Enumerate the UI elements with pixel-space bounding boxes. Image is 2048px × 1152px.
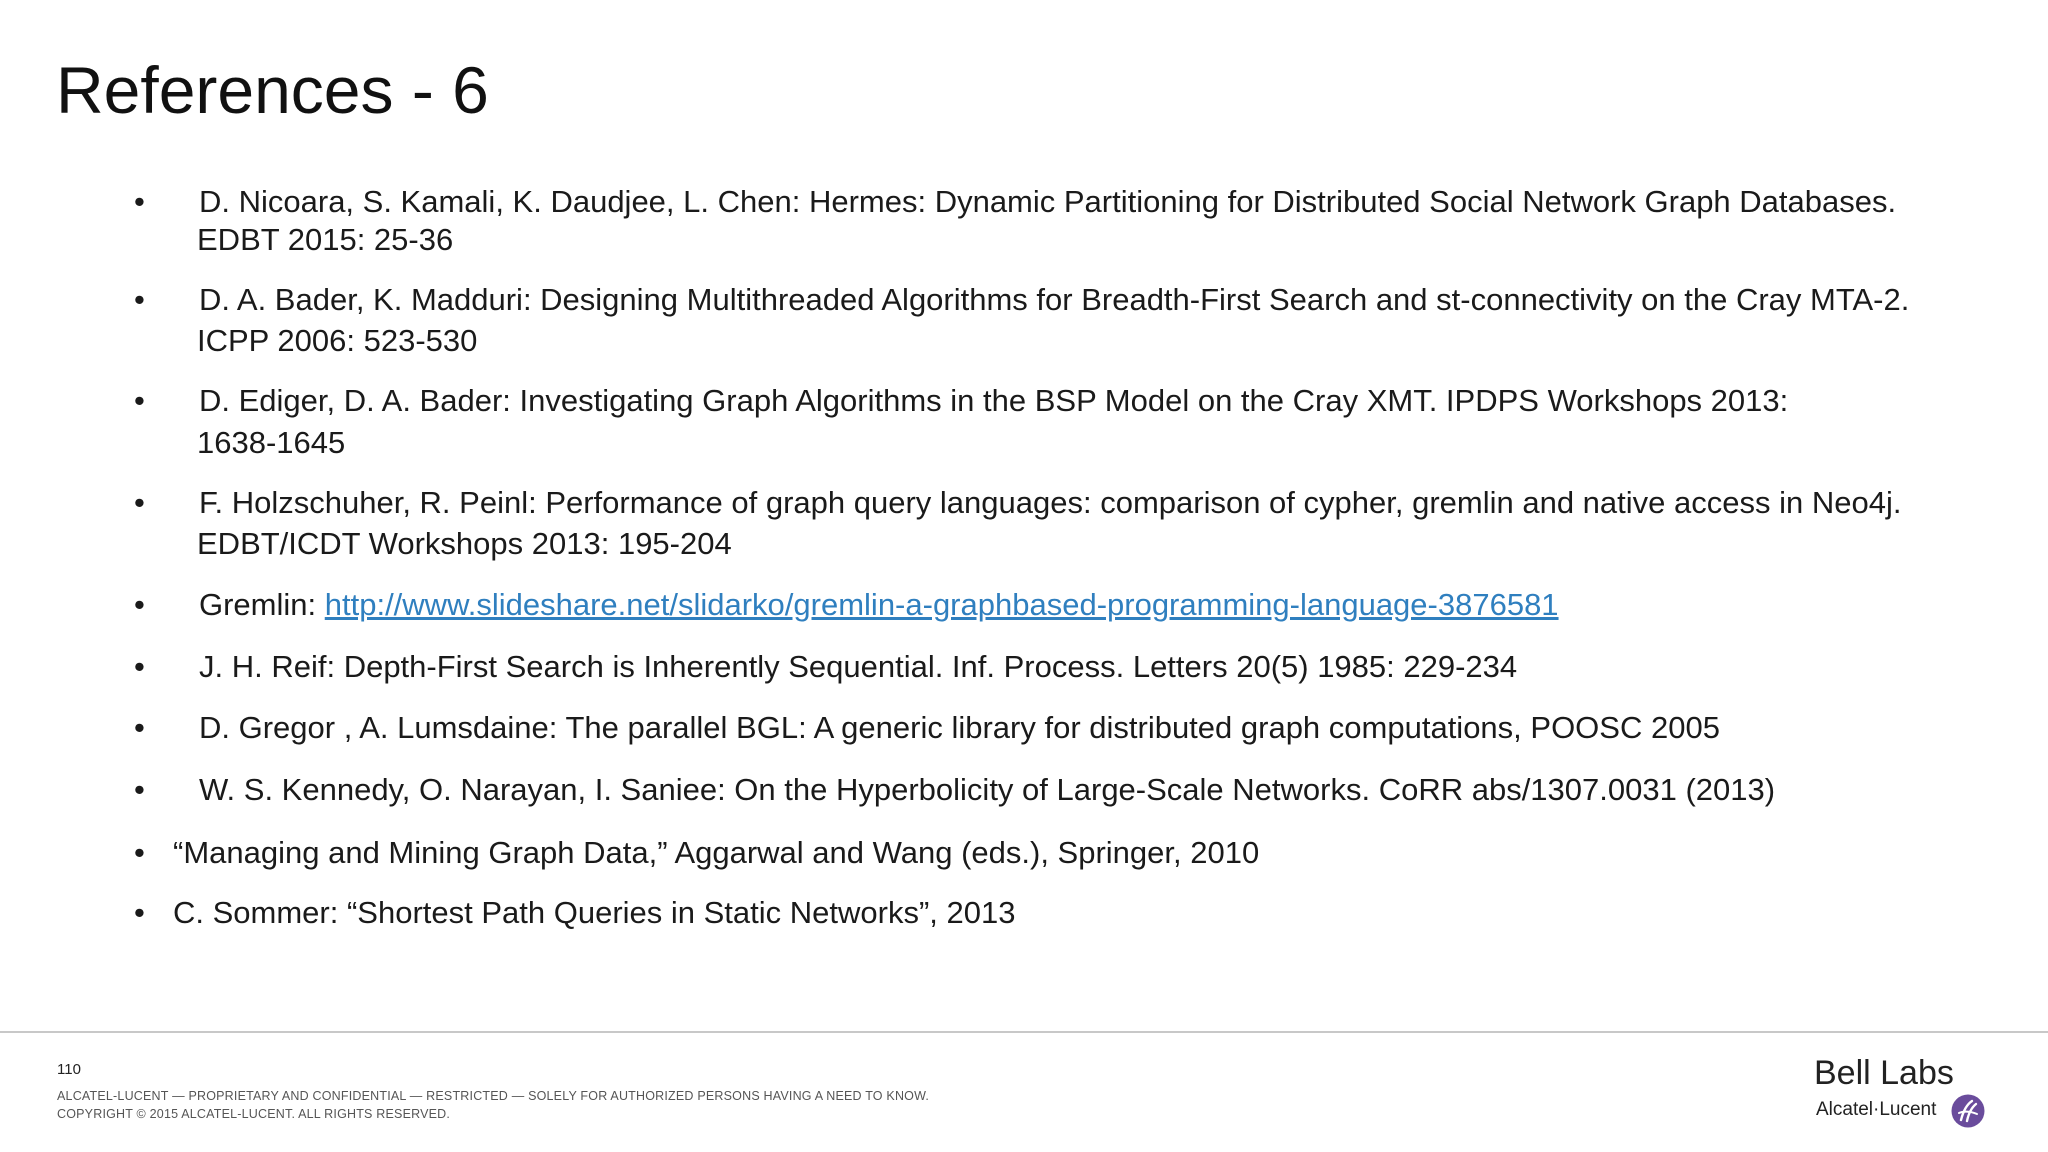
footer-copyright-line: COPYRIGHT © 2015 ALCATEL-LUCENT. ALL RIGHTS RESERVED. [57, 1107, 451, 1121]
bullet: • [134, 184, 145, 219]
reference-line: 1638-1645 [197, 425, 346, 460]
reference-line: D. A. Bader, K. Madduri: Designing Multithreaded Algorithms for Breadth-First Search and st-connectivity on the Cray MTA-2. [199, 282, 1910, 317]
reference-line: D. Nicoara, S. Kamali, K. Daudjee, L. Chen: Hermes: Dynamic Partitioning for Distributed Social Network Graph Databases. [199, 184, 1897, 219]
reference-line: EDBT/ICDT Workshops 2013: 195-204 [197, 526, 732, 561]
reference-line: F. Holzschuher, R. Peinl: Performance of graph query languages: comparison of cypher, gremlin and native access in Neo4j. [199, 485, 1902, 520]
footer-divider [0, 1031, 2048, 1033]
reference-line: ICPP 2006: 523-530 [197, 323, 478, 358]
reference-line: EDBT 2015: 25-36 [197, 222, 454, 257]
logo-alcatel-lucent-text: Alcatel·Lucent [1816, 1099, 1937, 1120]
reference-line-gremlin [199, 584, 1559, 625]
reference-prefix: Gremlin: [199, 587, 325, 622]
reference-line: J. H. Reif: Depth-First Search is Inherently Sequential. Inf. Process. Letters 20(5) 1985: 229-234 [199, 649, 1518, 684]
reference-line: D. Gregor , A. Lumsdaine: The parallel BGL: A generic library for distributed graph computations, POOSC 2005 [199, 710, 1720, 745]
bullet: • [134, 383, 145, 418]
slide-title: References - 6 [56, 53, 489, 127]
gremlin-slideshare-link[interactable]: http://www.slideshare.net/slidarko/gremlin-a-graphbased-programming-language-3876581 [324, 587, 1559, 622]
alcatel-lucent-swirl-icon [1950, 1093, 1986, 1129]
bullet: • [134, 835, 145, 870]
reference-line: D. Ediger, D. A. Bader: Investigating Graph Algorithms in the BSP Model on the Cray XMT. IPDPS Workshops 2013: [199, 383, 1789, 418]
bullet: • [134, 587, 145, 622]
page-number: 110 [57, 1061, 81, 1078]
bullet: • [134, 282, 145, 317]
bell-labs-alcatel-lucent-logo [1800, 1054, 2000, 1134]
footer-legal-notice [57, 1087, 929, 1123]
footer-legal-line: ALCATEL-LUCENT — PROPRIETARY AND CONFIDENTIAL — RESTRICTED — SOLELY FOR AUTHORIZED PERSONS HAVING A NEED TO KNOW. [57, 1089, 930, 1103]
bullet: • [134, 772, 145, 807]
reference-line: C. Sommer: “Shortest Path Queries in Static Networks”, 2013 [173, 895, 1016, 930]
bullet: • [134, 649, 145, 684]
reference-line: W. S. Kennedy, O. Narayan, I. Saniee: On the Hyperbolicity of Large-Scale Networks. CoRR abs/1307.0031 (2013) [199, 772, 1776, 807]
reference-line: “Managing and Mining Graph Data,” Aggarwal and Wang (eds.), Springer, 2010 [173, 835, 1260, 870]
bullet: • [134, 710, 145, 745]
logo-bell-labs-text: Bell Labs [1814, 1054, 1954, 1092]
bullet: • [134, 895, 145, 930]
bullet: • [134, 485, 145, 520]
